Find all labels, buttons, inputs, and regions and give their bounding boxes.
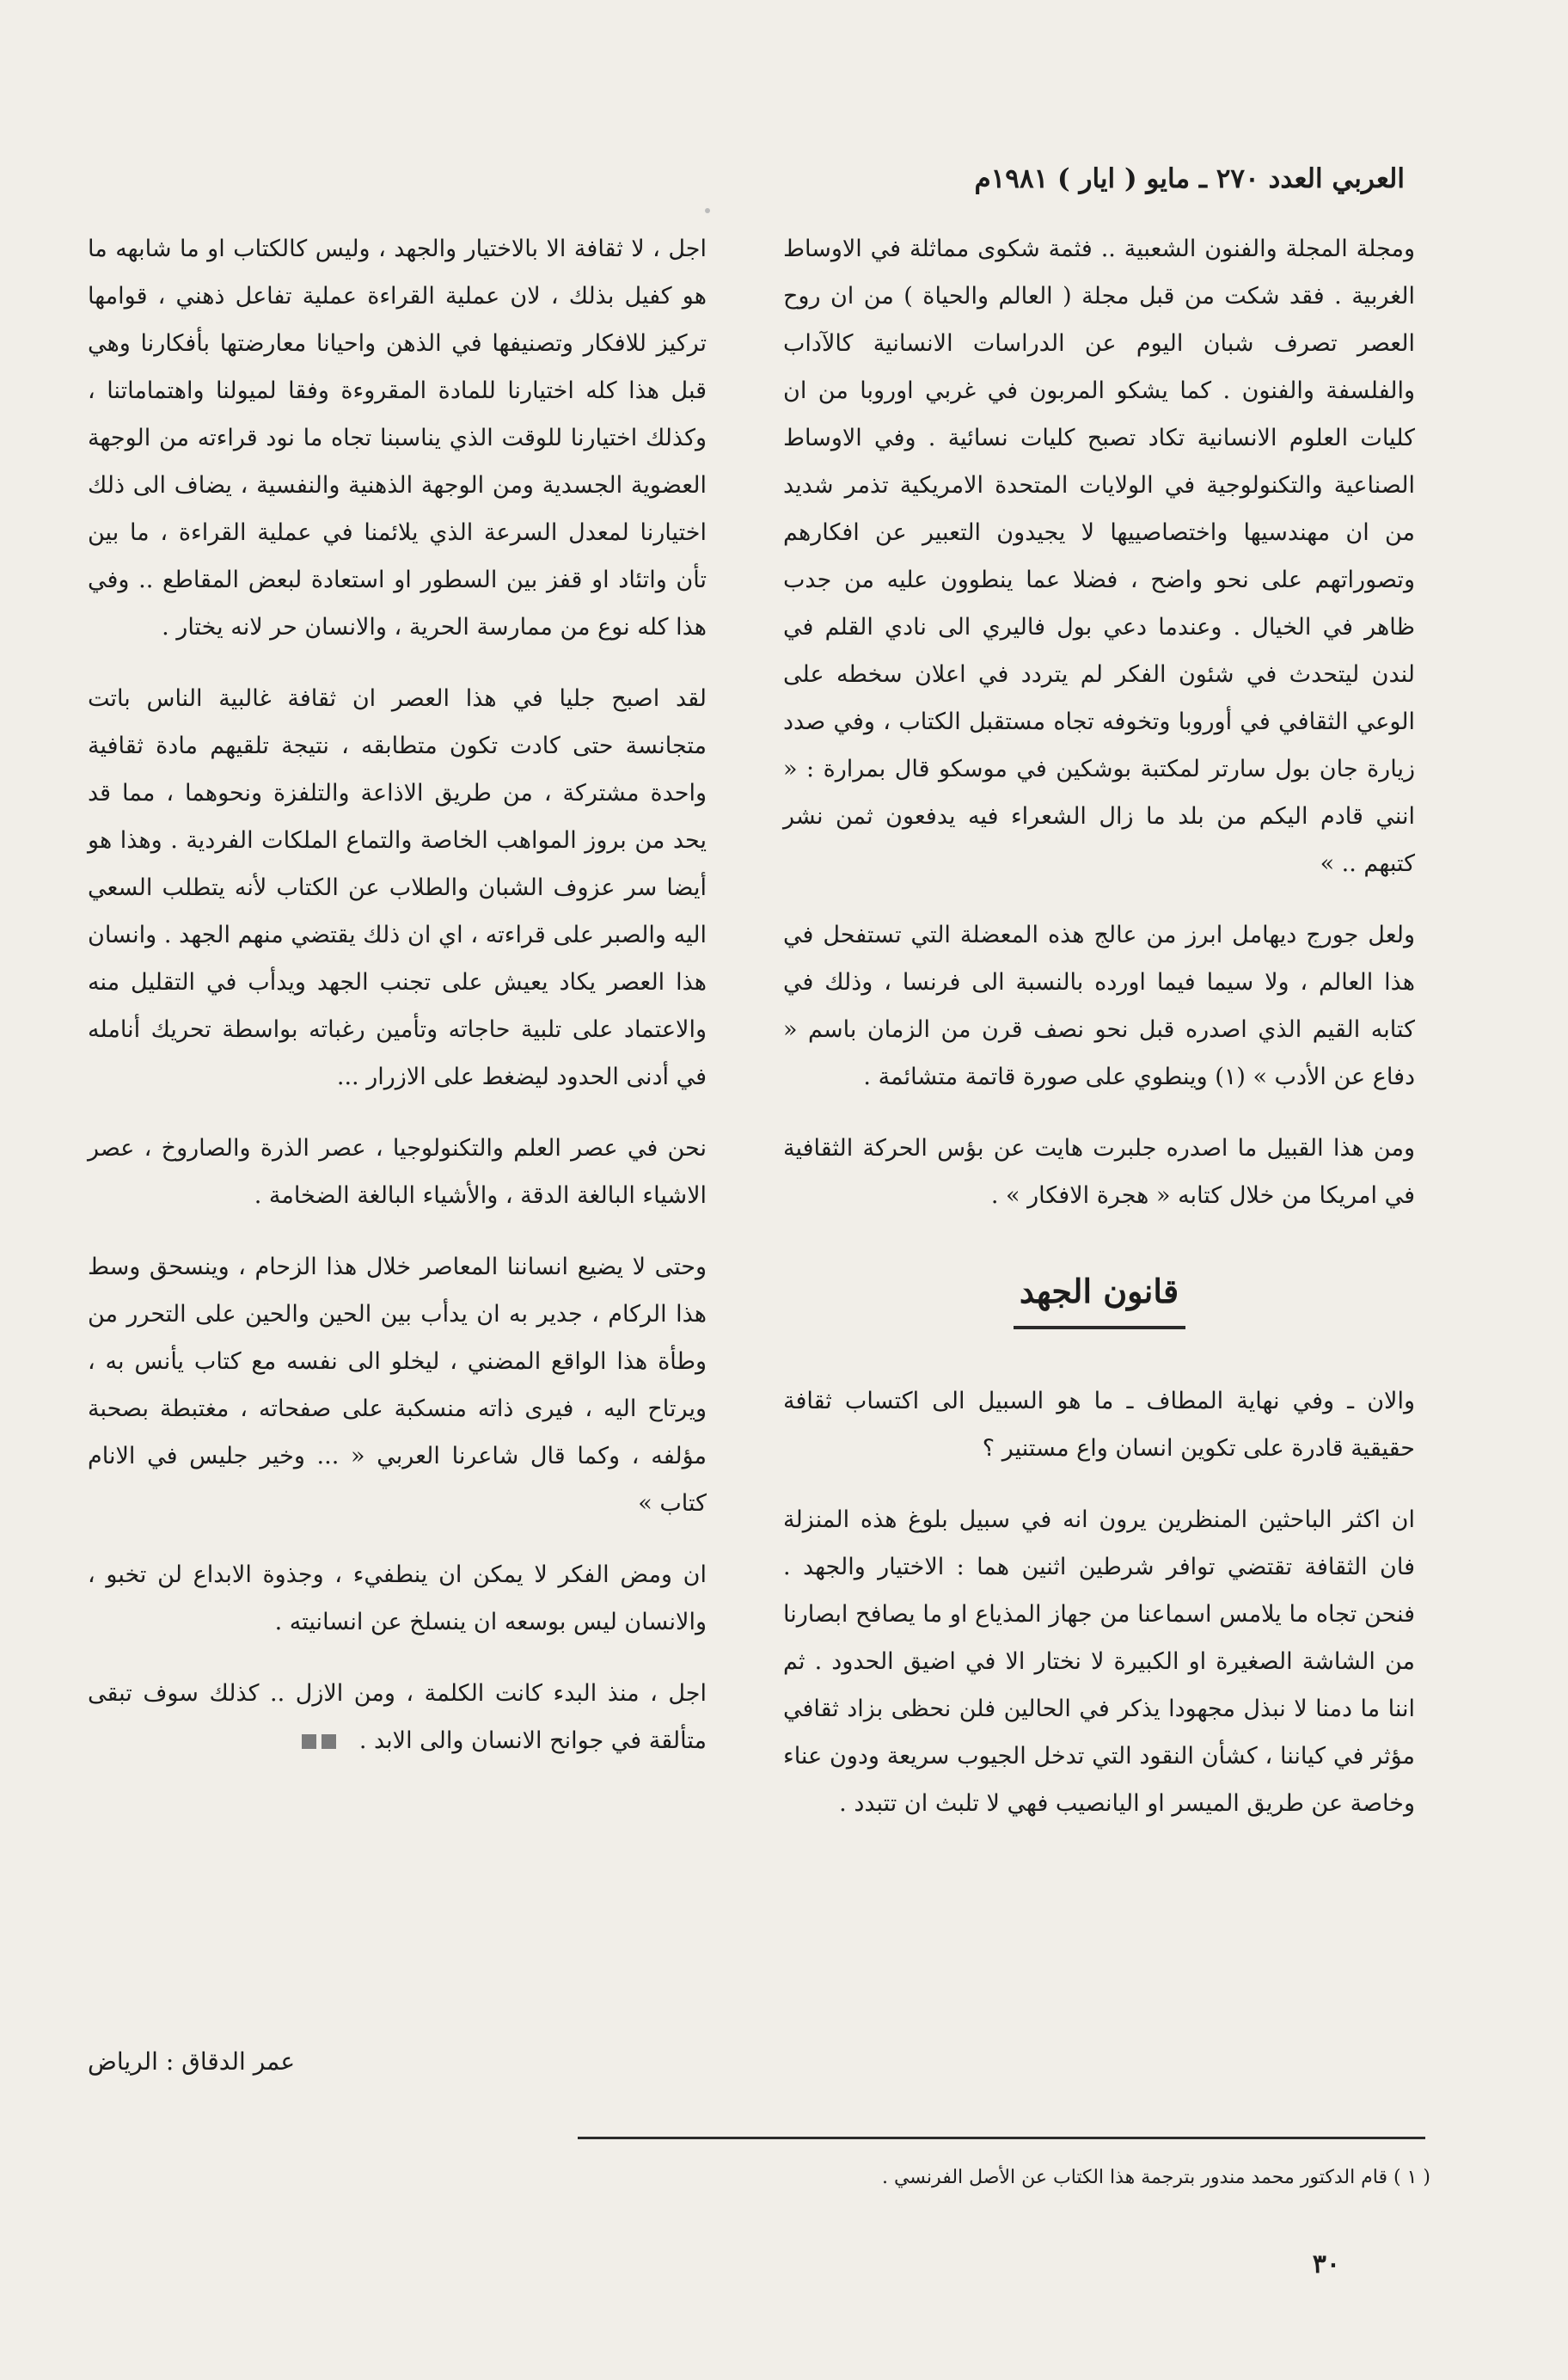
- paragraph-text: اجل ، منذ البدء كانت الكلمة ، ومن الازل .. كذلك سوف تبقى متألقة في جوانح الانسان والى الابد .: [88, 1680, 707, 1754]
- paragraph: والان ـ وفي نهاية المطاف ـ ما هو السبيل الى اكتساب ثقافة حقيقية قادرة على تكوين انسان واع مستنير ؟: [783, 1388, 1415, 1462]
- left-column: [88, 225, 707, 1789]
- section-title: قانون الجهد: [1019, 1272, 1179, 1310]
- footnote-divider: [578, 2137, 1425, 2139]
- paragraph: ان ومض الفكر لا يمكن ان ينطفيء ، وجذوة الابداع لن تخبو ، والانسان ليس بوسعه ان ينسلخ عن انسانيته .: [88, 1561, 707, 1635]
- footnote: ( ١ ) قام الدكتور محمد مندور بترجمة هذا الكتاب عن الأصل الفرنسي .: [881, 2167, 1430, 2188]
- title-underline: [1014, 1326, 1185, 1329]
- paragraph: ومن هذا القبيل ما اصدره جلبرت هايت عن بؤس الحركة الثقافية في امريكا من خلال كتابه « هجرة الافكار » .: [783, 1135, 1415, 1209]
- paragraph: ولعل جورج ديهامل ابرز من عالج هذه المعضلة التي تستفحل في هذا العالم ، ولا سيما فيما اورده بالنسبة الى فرنسا ، وذلك في كتابه القيم الذي اصدره قبل نحو نصف قرن من الزمان باسم « دفاع عن الأدب » (١) وينطوي على صورة قاتمة متشائمة .: [783, 922, 1415, 1090]
- paragraph: اجل ، لا ثقافة الا بالاختيار والجهد ، وليس كالكتاب او ما شابهه ما هو كفيل بذلك ، لان عملية القراءة عملية تفاعل ذهني ، قوامها تركيز للافكار وتصنيفها في الذهن واحيانا معارضتها بأفكارنا وهي قبل هذا كله اختيارنا للمادة المقروءة وفقا لميولنا واهتماماتنا ، وكذلك اختيارنا للوقت الذي يناسبنا تجاه ما نود قراءته من الوجهة العضوية الجسدية ومن الوجهة الذهنية والنفسية ، يضاف الى ذلك اختيارنا لمعدل السرعة الذي يلائمنا في عملية القراءة ، ما بين تأن واتئاد او قفز بين السطور او استعادة لبعض المقاطع .. وفي هذا كله نوع من ممارسة الحرية ، والانسان حر لانه يختار .: [88, 236, 707, 641]
- end-of-article-icon: [297, 1718, 336, 1765]
- author-signature: عمر الدقاق : الرياض: [88, 2047, 296, 2076]
- paragraph: نحن في عصر العلم والتكنولوجيا ، عصر الذرة والصاروخ ، عصر الاشياء البالغة الدقة ، والأشياء البالغة الضخامة .: [88, 1135, 707, 1209]
- page-number: ٣٠: [1312, 2249, 1340, 2279]
- paragraph: ومجلة المجلة والفنون الشعبية .. فثمة شكوى مماثلة في الاوساط الغربية . فقد شكت من قبل مجلة ( العالم والحياة ) من ان روح العصر تصرف شبان اليوم عن الدراسات الانسانية كالآداب والفلسفة والفنون . كما يشكو المربون في غربي اوروبا من ان كليات العلوم الانسانية تكاد تصبح كليات نسائية . وفي الاوساط الصناعية والتكنولوجية في الولايات المتحدة الامريكية تذمر شديد من ان مهندسيها واختصاصييها لا يجيدون التعبير عن افكارهم وتصوراتهم على نحو واضح ، فضلا عما ينطوون عليه من جدب ظاهر في الخيال . وعندما دعي بول فاليري الى نادي القلم في لندن ليتحدث في شئون الفكر لم يتردد في اعلان سخطه على الوعي الثقافي في أوروبا وتخوفه تجاه مستقبل الكتاب ، وفي صدد زيارة جان بول سارتر لمكتبة بوشكين في موسكو قال بمرارة : « انني قادم اليكم من بلد ما زال الشعراء فيه يدفعون ثمن نشر كتبهم .. »: [783, 236, 1416, 877]
- right-column: [783, 225, 1415, 1851]
- paragraph: ان اكثر الباحثين المنظرين يرون انه في سبيل بلوغ هذه المنزلة فان الثقافة تقتضي توافر شرطين اثنين هما : الاختيار والجهد . فنحن تجاه ما يلامس اسماعنا من جهاز المذياع او ما يصافح ابصارنا من الشاشة الصغيرة او الكبيرة لا نختار الا في اضيق الحدود . ثم اننا ما دمنا لا نبذل مجهودا يذكر في الحالين فلن نحظى بزاد ثقافي مؤثر في كياننا ، كشأن النقود التي تدخل الجيوب سريعة ودون عناء وخاصة عن طريق الميسر او اليانصيب فهي لا تلبث ان تتبدد .: [783, 1506, 1415, 1817]
- paragraph: وحتى لا يضيع انساننا المعاصر خلال هذا الزحام ، وينسحق وسط هذا الركام ، جدير به ان يدأب بين الحين والحين على التحرر من وطأة هذا الواقع المضني ، ليخلو الى نفسه مع كتاب يأنس به ، ويرتاح اليه ، فيرى ذاته منسكبة على صفحاته ، مغتبطة بصحبة مؤلفه ، وكما قال شاعرنا العربي « ... وخير جليس في الانام كتاب »: [88, 1254, 707, 1517]
- page-header: العربي العدد ٢٧٠ ـ مايو ( ايار ) ١٩٨١م: [974, 163, 1405, 194]
- paragraph: لقد اصبح جليا في هذا العصر ان ثقافة غالبية الناس باتت متجانسة حتى كادت تكون متطابقه ، نتيجة تلقيهم مادة ثقافية واحدة مشتركة ، من طريق الاذاعة والتلفزة ونحوهما ، مما قد يحد من بروز المواهب الخاصة والتماع الملكات الفردية . وهذا هو أيضا سر عزوف الشبان والطلاب عن الكتاب لأنه يتطلب السعي اليه والصبر على قراءته ، اي ان ذلك يقتضي منهم الجهد . وانسان هذا العصر يكاد يعيش على تجنب الجهد ويدأب في التقليل منه والاعتماد على تلبية حاجاته وتأمين رغباته بواسطة تحريك أنامله في أدنى الحدود ليضغط على الازرار ...: [88, 685, 707, 1090]
- paragraph-final: [88, 1670, 707, 1765]
- paper-speck: [705, 208, 710, 213]
